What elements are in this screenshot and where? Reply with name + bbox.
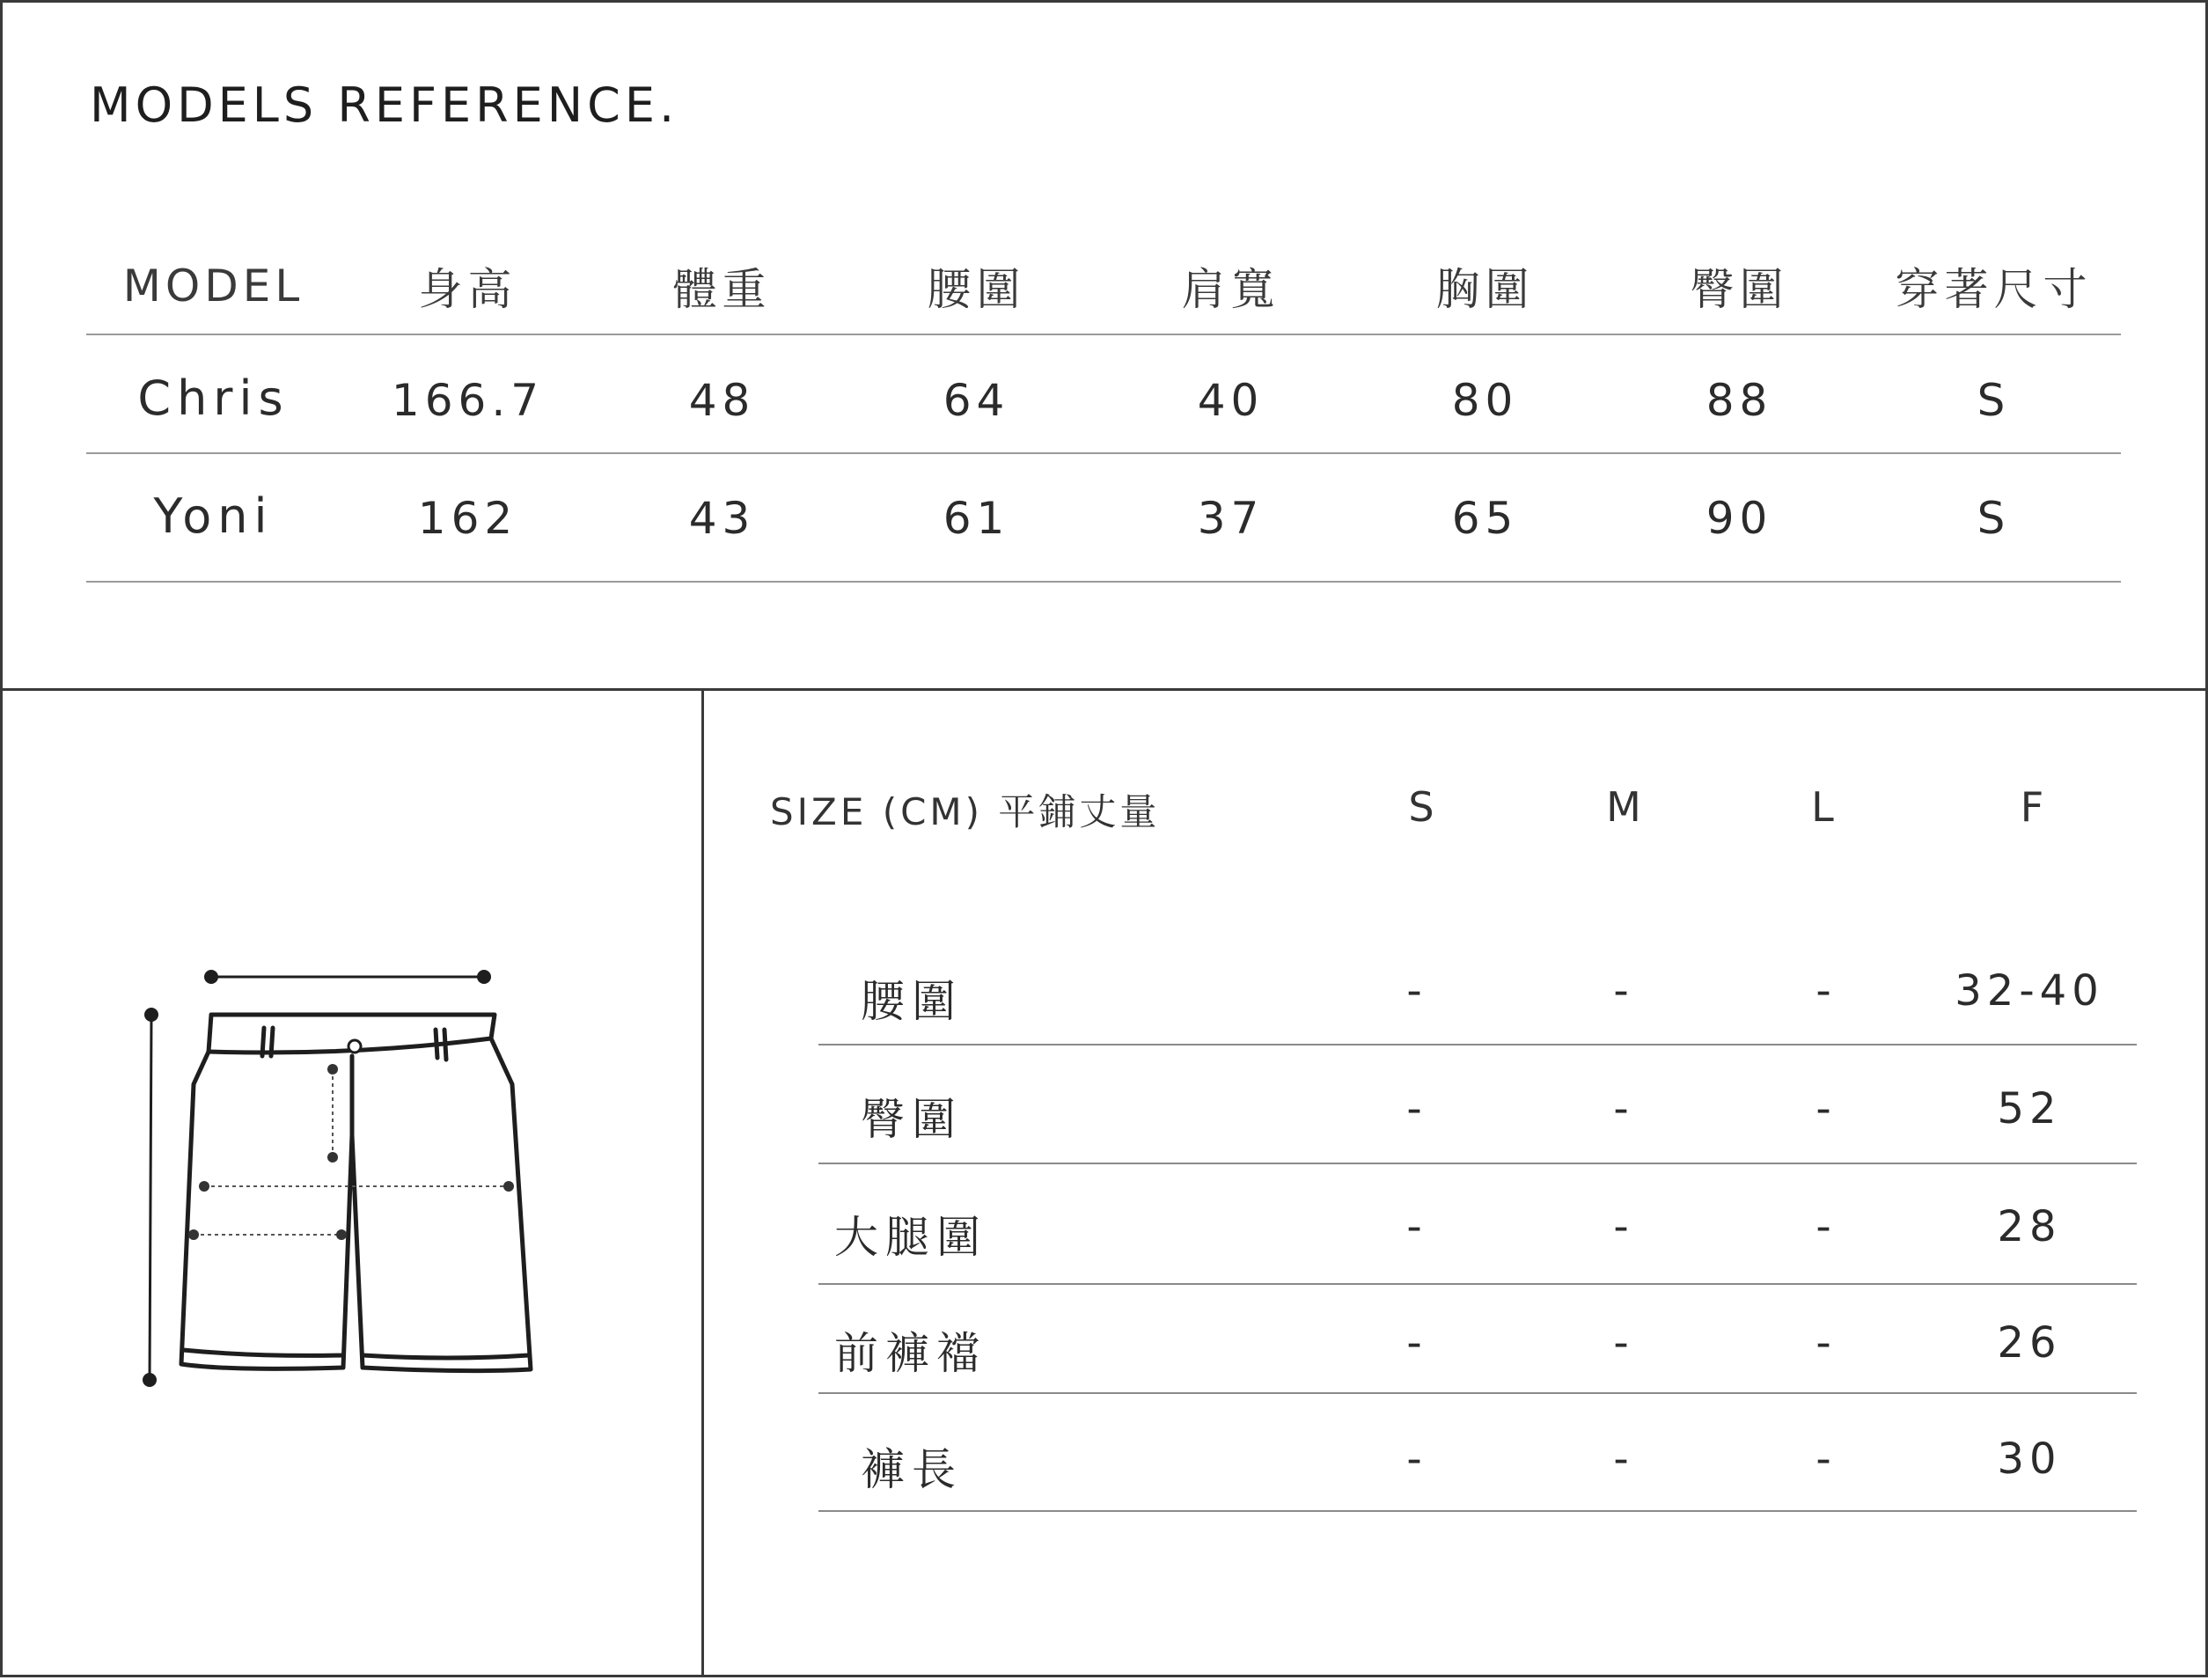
- table-cell: 61: [943, 493, 1010, 544]
- table-cell: -: [1406, 966, 1427, 1016]
- table-cell: -: [1816, 966, 1837, 1016]
- table-cell: -: [1613, 1084, 1634, 1133]
- size-col-s: S: [1408, 783, 1434, 831]
- table-cell: -: [1406, 1202, 1427, 1251]
- size-table-header: [770, 783, 2143, 836]
- table-row: [86, 336, 2121, 465]
- table-cell: -: [1613, 966, 1634, 1016]
- table-cell: 48: [688, 375, 756, 426]
- divider: [818, 1044, 2137, 1045]
- size-header-label: SIZE (CM) 平鋪丈量: [770, 790, 1161, 833]
- table-cell: S: [1977, 493, 2011, 544]
- table-cell: -: [1816, 1084, 1837, 1133]
- model-name: Yoni: [153, 488, 274, 544]
- table-cell: 30: [1997, 1434, 2062, 1484]
- row-label-length: 褲長: [861, 1444, 963, 1495]
- table-cell: -: [1406, 1434, 1427, 1484]
- table-row: [818, 1318, 2137, 1424]
- table-cell: -: [1613, 1318, 1634, 1368]
- table-row: [818, 1434, 2137, 1540]
- model-name: Chris: [137, 370, 290, 426]
- table-cell: 28: [1997, 1202, 2062, 1251]
- row-label-waist: 腰圍: [861, 976, 963, 1027]
- size-col-f: F: [2020, 783, 2044, 831]
- page-title: MODELS REFERENCE.: [90, 77, 679, 133]
- models-table-header: [86, 238, 2121, 334]
- table-cell: 32-40: [1955, 966, 2104, 1016]
- header-model: MODEL: [122, 260, 304, 312]
- header-shoulder: 肩寬: [1181, 264, 1280, 315]
- table-cell: -: [1816, 1318, 1837, 1368]
- table-cell: 52: [1997, 1084, 2062, 1133]
- table-row: [86, 454, 2121, 583]
- table-cell: 162: [417, 493, 518, 544]
- size-col-l: L: [1811, 783, 1834, 831]
- table-cell: -: [1406, 1084, 1427, 1133]
- table-row: [818, 1084, 2137, 1190]
- table-row: [818, 1202, 2137, 1308]
- header-height: 身高: [418, 264, 517, 315]
- header-weight: 體重: [672, 264, 772, 315]
- table-cell: 26: [1997, 1318, 2062, 1368]
- table-cell: S: [1977, 375, 2011, 426]
- table-cell: 88: [1706, 375, 1773, 426]
- divider: [818, 1163, 2137, 1164]
- size-col-m: M: [1606, 783, 1641, 831]
- header-waist: 腰圍: [927, 264, 1026, 315]
- table-cell: -: [1816, 1202, 1837, 1251]
- table-cell: 90: [1706, 493, 1773, 544]
- table-cell: -: [1816, 1434, 1837, 1484]
- header-hip: 臀圍: [1690, 264, 1789, 315]
- row-label-hip: 臀圍: [861, 1094, 963, 1145]
- header-chest: 胸圍: [1435, 264, 1535, 315]
- header-size-worn: 穿著尺寸: [1895, 264, 2093, 315]
- divider: [818, 1392, 2137, 1394]
- table-cell: 64: [943, 375, 1010, 426]
- table-cell: 37: [1197, 493, 1265, 544]
- table-cell: 40: [1197, 375, 1265, 426]
- divider: [86, 581, 2121, 583]
- table-cell: 166.7: [391, 375, 545, 426]
- row-label-thigh: 大腿圍: [834, 1212, 987, 1263]
- divider: [86, 334, 2121, 335]
- table-row: [818, 966, 2137, 1072]
- row-label-front-rise: 前褲襠: [834, 1328, 987, 1379]
- table-cell: 43: [688, 493, 756, 544]
- table-cell: 80: [1451, 375, 1519, 426]
- table-cell: -: [1406, 1318, 1427, 1368]
- shorts-measurement-diagram-icon: [132, 959, 554, 1399]
- table-cell: -: [1613, 1202, 1634, 1251]
- table-cell: 65: [1451, 493, 1519, 544]
- table-cell: -: [1613, 1434, 1634, 1484]
- divider: [818, 1510, 2137, 1512]
- divider: [818, 1283, 2137, 1285]
